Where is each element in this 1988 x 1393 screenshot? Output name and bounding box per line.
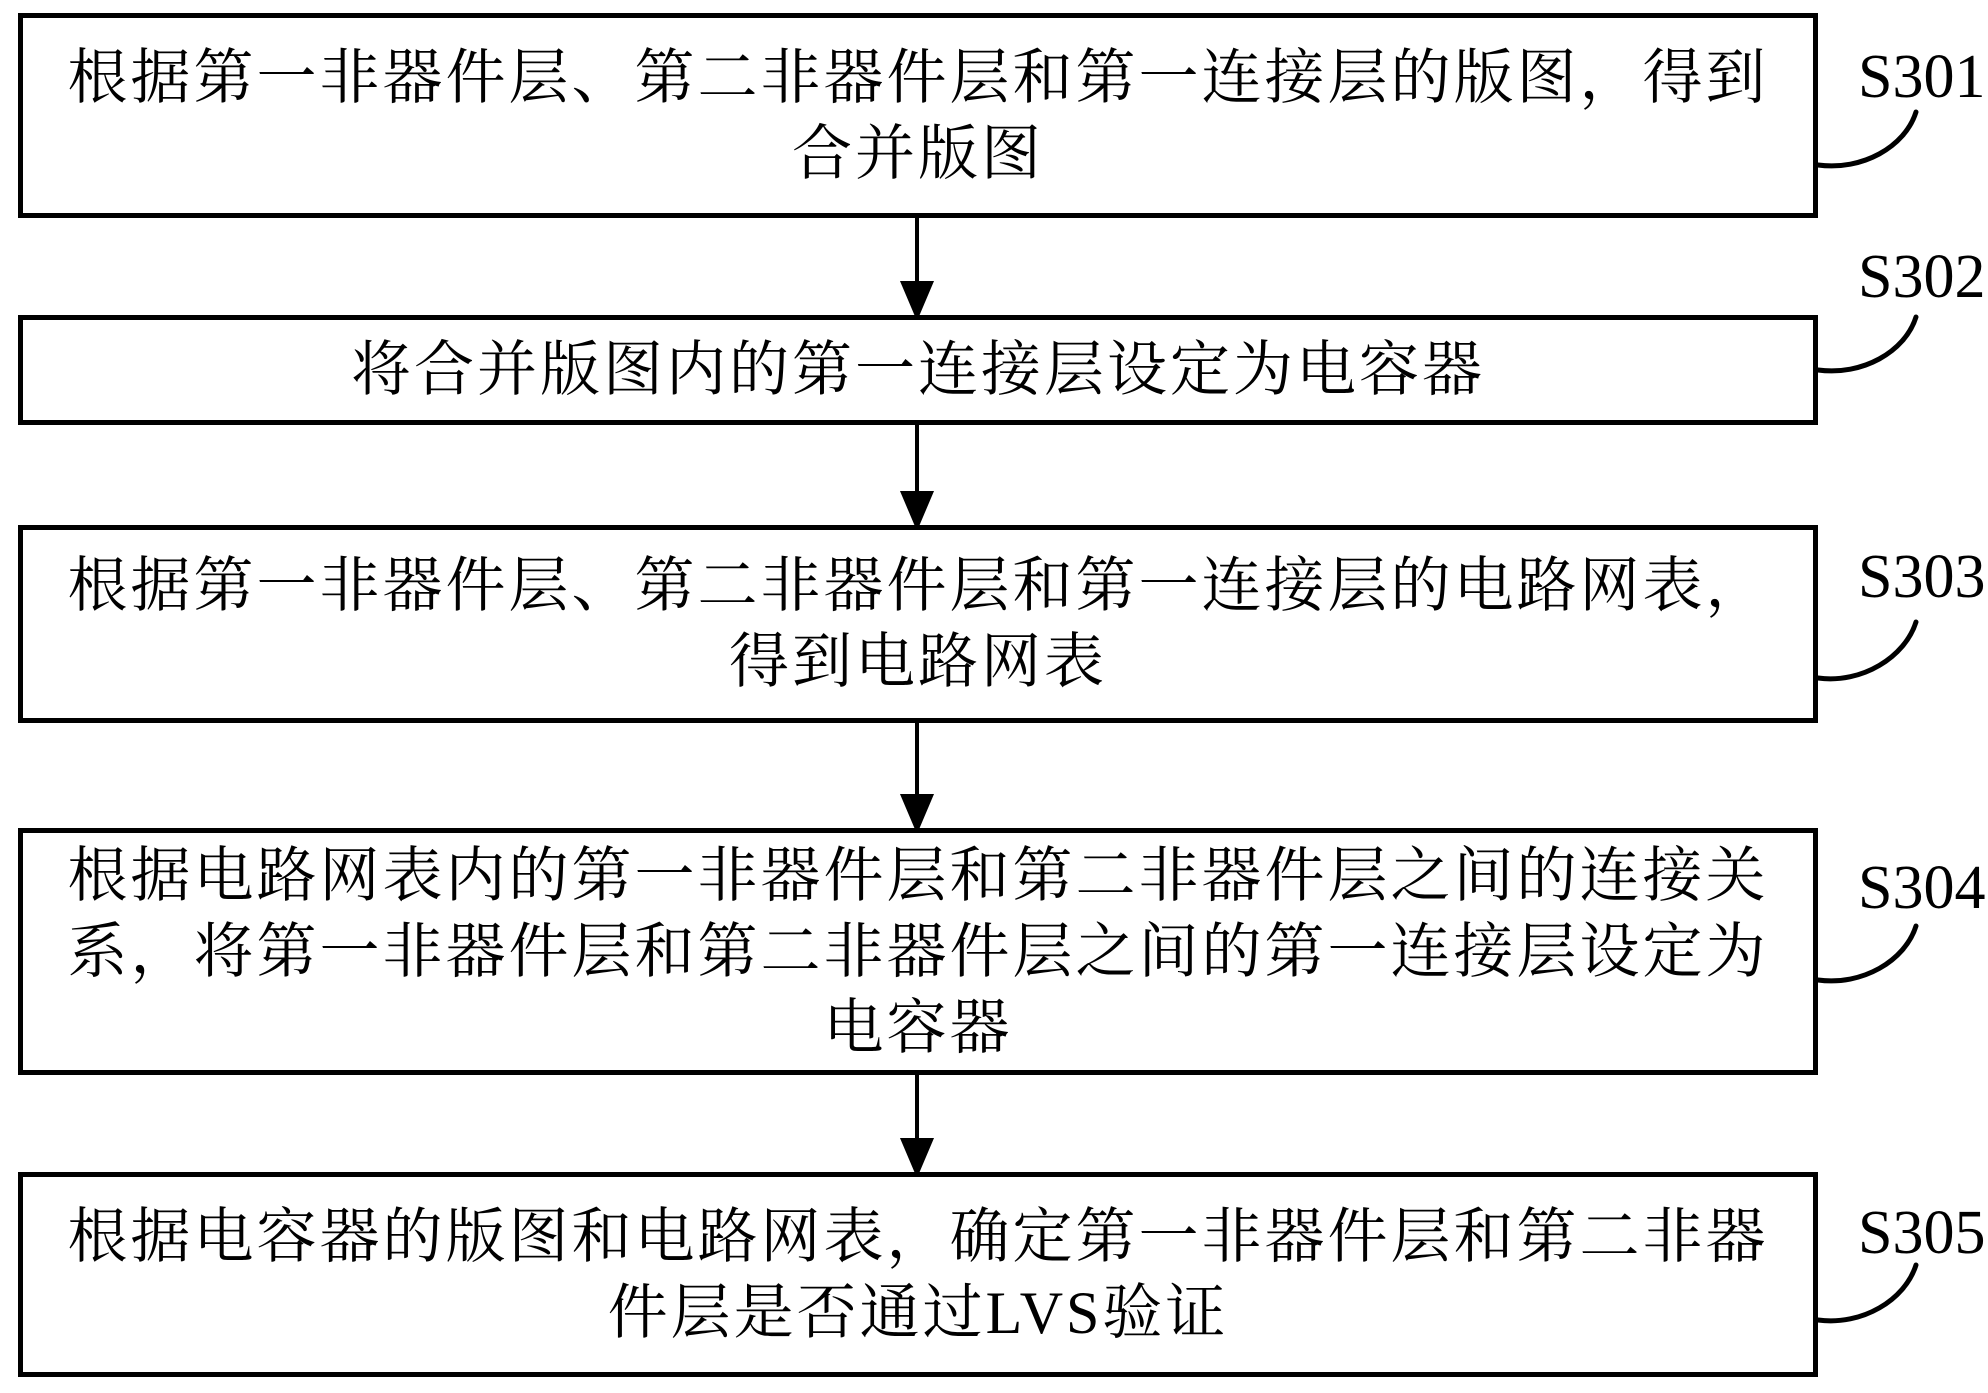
- step-text-line: 合并版图: [792, 120, 1044, 187]
- step-text-line: 根据电容器的版图和电路网表，确定第一非器件层和第二非器: [67, 1203, 1769, 1270]
- step-label-s301: S301: [1858, 43, 1986, 111]
- leader-curve-s301: [1818, 112, 1916, 166]
- leader-curve-s303: [1818, 622, 1916, 679]
- step-text-line: 得到电路网表: [729, 629, 1107, 695]
- flow-arrowhead-icon: [903, 796, 931, 829]
- leader-curve-s305: [1818, 1265, 1916, 1321]
- step-box-s305: [18, 1172, 1818, 1377]
- step-text-line: 电容器: [823, 994, 1013, 1061]
- step-text-line: 将合并版图内的第一连接层设定为电容器: [351, 337, 1485, 403]
- step-box-s303: [18, 525, 1818, 723]
- step-text-line: 根据第一非器件层、第二非器件层和第一连接层的版图，得到: [67, 44, 1769, 111]
- leader-curve-s304: [1818, 926, 1916, 981]
- step-label-s302: S302: [1858, 243, 1986, 311]
- step-text-line: 根据第一非器件层、第二非器件层和第一连接层的电路网表，: [67, 553, 1769, 619]
- step-box-s301: [18, 13, 1818, 218]
- step-text-line: 件层是否通过LVS验证: [607, 1279, 1229, 1346]
- step-text-line: 系，将第一非器件层和第二非器件层之间的第一连接层设定为: [67, 918, 1769, 985]
- step-text-line: 根据电路网表内的第一非器件层和第二非器件层之间的连接关: [67, 842, 1769, 909]
- step-box-s302: [18, 315, 1818, 425]
- step-box-s304: [18, 828, 1818, 1075]
- step-label-s304: S304: [1858, 854, 1986, 922]
- leader-curve-s302: [1818, 317, 1916, 371]
- flow-arrowhead-icon: [903, 283, 931, 316]
- flow-arrowhead-icon: [903, 1140, 931, 1173]
- step-label-s305: S305: [1858, 1199, 1986, 1267]
- flow-arrowhead-icon: [903, 493, 931, 526]
- step-label-s303: S303: [1858, 543, 1986, 611]
